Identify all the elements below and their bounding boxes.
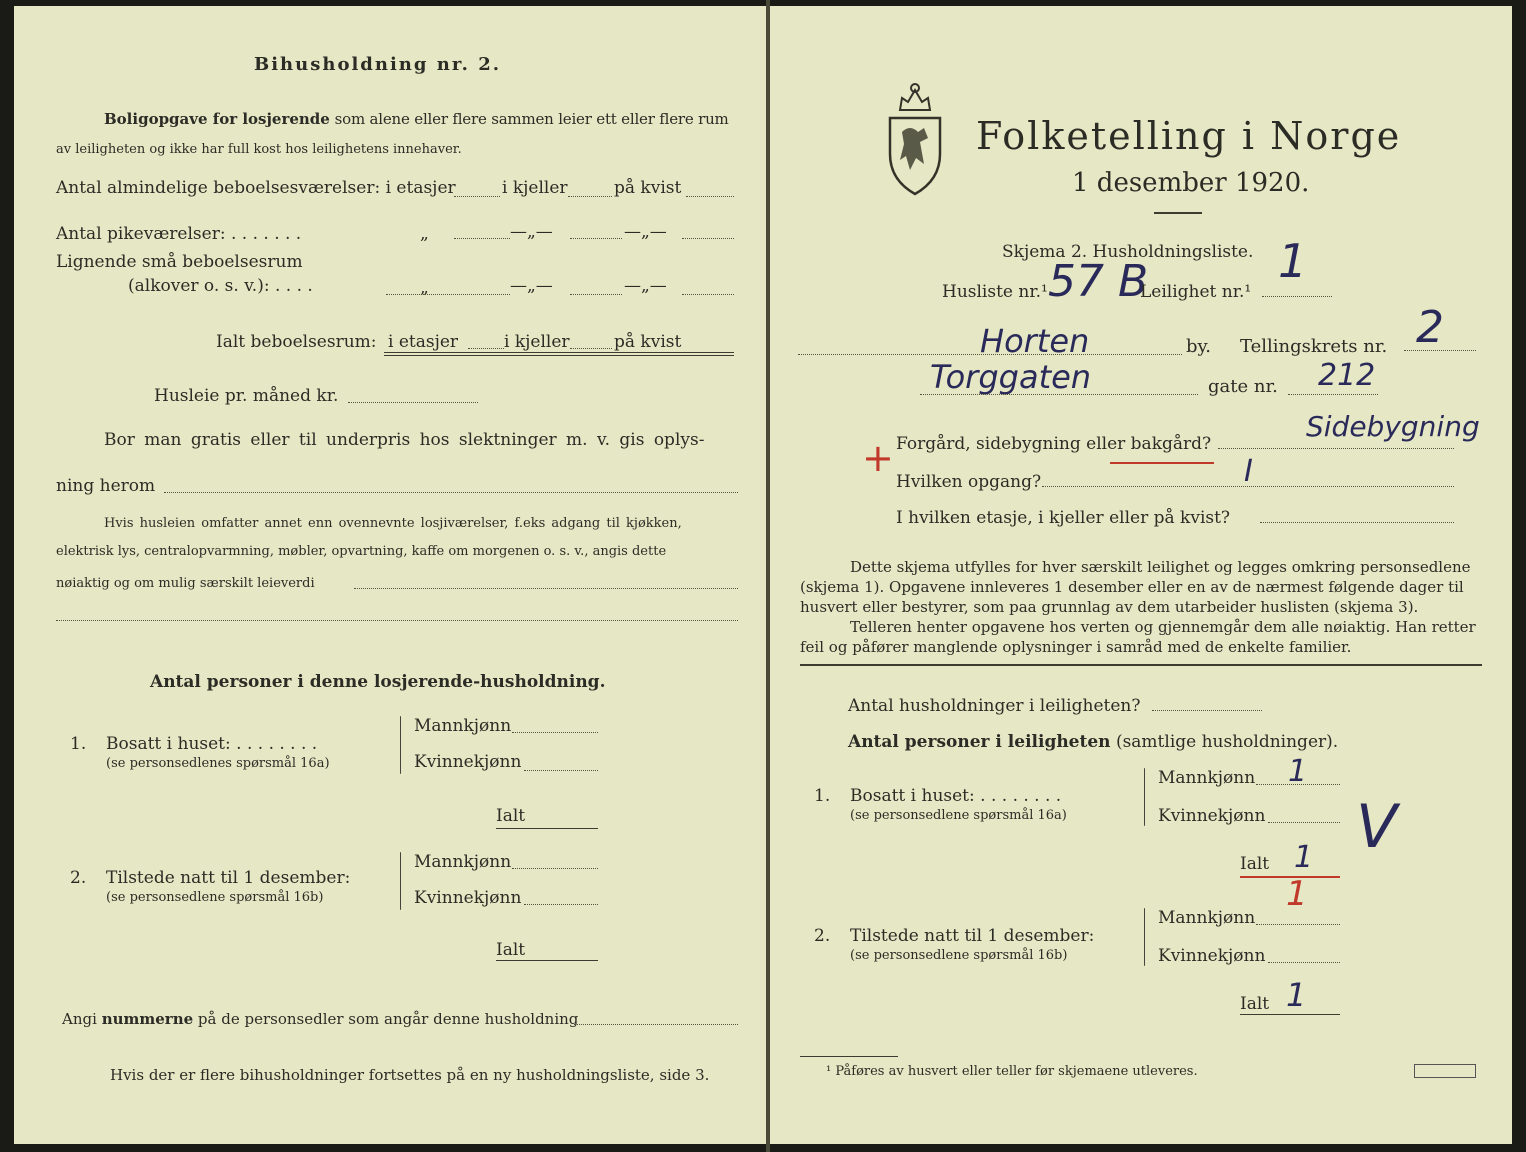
ialt-rum-label: Ialt beboelsesrum:	[216, 332, 377, 352]
info-line-2: (skjema 1). Opgavene innleveres 1 desember eller en av de nærmest følgende dager til	[800, 578, 1464, 596]
forgaard-value: Sidebygning	[1306, 410, 1480, 443]
ialt-2-value: 1	[1286, 976, 1307, 1014]
gate-value: Torggaten	[930, 358, 1092, 396]
paa-kvist-label: på kvist	[614, 178, 682, 198]
ialt-1-red-value: 1	[1286, 874, 1308, 914]
intro-line-2: av leiligheten og ikke har full kost hos leilighetens innehaver.	[56, 142, 462, 157]
dash-ditto: —„—	[510, 276, 553, 296]
dash-ditto: —„—	[510, 222, 553, 242]
check-mark: V	[1356, 792, 1398, 862]
mann-label: Mannkjønn	[414, 716, 512, 736]
info-line-1: Dette skjema utfylles for hver særskilt leilighet og legges omkring personsedlene	[850, 558, 1471, 576]
printer-stamp	[1414, 1064, 1476, 1078]
by-label: by.	[1186, 336, 1212, 357]
mann-label: Mannkjønn	[414, 852, 512, 872]
q2-number: 2.	[70, 868, 87, 888]
i-etasjer-label: i etasjer	[388, 332, 459, 352]
q1-note: (se personsedlenes spørsmål 16a)	[106, 756, 330, 771]
q1-label: Bosatt i huset: . . . . . . . .	[106, 734, 318, 754]
ialt-label: Ialt	[1240, 994, 1270, 1014]
left-page	[14, 6, 766, 1144]
kvinne-label: Kvinnekjønn	[414, 752, 522, 772]
q2-note: (se personsedlene spørsmål 16b)	[850, 948, 1068, 963]
hvis-line-2: elektrisk lys, centralopvarmning, møbler, opvartning, kaffe om morgenen o. s. v., angis dette	[56, 544, 667, 559]
antal-heading: Antal personer i denne losjerende-husholdning.	[150, 672, 606, 692]
footnote: ¹ Påføres av husvert eller teller før skjemaene utleveres.	[826, 1064, 1198, 1079]
mann-label: Mannkjønn	[1158, 768, 1256, 788]
mann-1-value: 1	[1288, 754, 1308, 789]
skjema-label: Skjema 2. Husholdningsliste.	[1002, 242, 1254, 262]
husliste-value: 57 B	[1048, 256, 1149, 307]
paa-kvist-label: på kvist	[614, 332, 682, 352]
leilighet-label: Leilighet nr.¹	[1140, 282, 1252, 302]
i-kjeller-label: i kjeller	[502, 178, 568, 198]
ialt-1-value: 1	[1294, 840, 1314, 875]
mann-label: Mannkjønn	[1158, 908, 1256, 928]
gratis-line-1: Bor man gratis eller til underpris hos slektninger m. v. gis oplys-	[104, 430, 705, 450]
coat-of-arms-icon	[884, 80, 946, 198]
q1-note: (se personsedlene spørsmål 16a)	[850, 808, 1067, 823]
kvinne-label: Kvinnekjønn	[1158, 946, 1266, 966]
etasje-label: I hvilken etasje, i kjeller eller på kvist?	[896, 508, 1231, 528]
leilighet-value: 1	[1278, 234, 1308, 288]
dash-ditto: —„—	[624, 222, 667, 242]
left-title: Bihusholdning nr. 2.	[254, 54, 501, 75]
antal-pers-line: Antal personer i leiligheten (samtlige husholdninger).	[848, 732, 1339, 752]
q1-number: 1.	[70, 734, 87, 754]
i-kjeller-label: i kjeller	[504, 332, 570, 352]
lignende-label-2: (alkover o. s. v.): . . . .	[128, 276, 313, 296]
q2-label: Tilstede natt til 1 desember:	[106, 868, 351, 888]
husliste-label: Husliste nr.¹	[942, 282, 1048, 302]
info-line-3: husvert eller bestyrer, som paa grunnlag av dem utarbeider huslisten (skjema 3).	[800, 598, 1419, 616]
by-value: Horten	[980, 322, 1090, 360]
kvinne-label: Kvinnekjønn	[1158, 806, 1266, 826]
kvinne-label: Kvinnekjønn	[414, 888, 522, 908]
forgaard-label: Forgård, sidebygning eller bakgård?	[896, 434, 1212, 454]
right-title: Folketelling i Norge	[976, 114, 1402, 158]
left-footer: Hvis der er flere bihusholdninger fortsettes på en ny husholdningsliste, side 3.	[110, 1066, 710, 1084]
ialt-label: Ialt	[496, 806, 526, 826]
census-date: 1 desember 1920.	[1072, 168, 1310, 198]
antal-hush-label: Antal husholdninger i leiligheten?	[848, 696, 1141, 716]
tellingskrets-value: 2	[1416, 302, 1444, 353]
rooms-label: Antal almindelige beboelsesværelser: i etasjer	[56, 178, 456, 198]
ditto-mark: „	[420, 224, 429, 244]
hvis-line-3: nøiaktig og om mulig særskilt leieverdi	[56, 576, 315, 591]
intro-line-1: Boligopgave for losjerende som alene eller flere sammen leier ett eller flere rum	[104, 110, 729, 128]
opgang-value: I	[1244, 454, 1253, 489]
q1-number: 1.	[814, 786, 831, 806]
info-line-5: feil og påfører manglende oplysninger i samråd med de enkelte familier.	[800, 638, 1352, 656]
ialt-label: Ialt	[1240, 854, 1270, 874]
gratis-line-2: ning herom	[56, 476, 156, 496]
right-page	[770, 6, 1512, 1144]
pike-label: Antal pikeværelser: . . . . . . .	[56, 224, 302, 244]
ialt-label: Ialt	[496, 940, 526, 960]
opgang-label: Hvilken opgang?	[896, 472, 1042, 492]
q1-label: Bosatt i huset: . . . . . . . .	[850, 786, 1062, 806]
q2-note: (se personsedlene spørsmål 16b)	[106, 890, 324, 905]
gate-label: gate nr.	[1208, 376, 1278, 397]
husleie-label: Husleie pr. måned kr.	[154, 386, 339, 406]
info-line-4: Telleren henter opgavene hos verten og gjennemgår dem alle nøiaktig. Han retter	[850, 618, 1476, 636]
hvis-line-1: Hvis husleien omfatter annet enn ovennevnte losjiværelser, f.eks adgang til kjøkken,	[104, 516, 682, 531]
ditto-mark: „	[420, 278, 429, 298]
q2-number: 2.	[814, 926, 831, 946]
q2-label: Tilstede natt til 1 desember:	[850, 926, 1095, 946]
dash-ditto: —„—	[624, 276, 667, 296]
red-mark: +	[862, 436, 894, 480]
tellingskrets-label: Tellingskrets nr.	[1240, 336, 1388, 357]
lignende-label-1: Lignende små beboelsesrum	[56, 252, 303, 272]
angi-line: Angi nummerne på de personsedler som angår denne husholdning	[62, 1010, 579, 1028]
gate-nr-value: 212	[1318, 358, 1376, 393]
